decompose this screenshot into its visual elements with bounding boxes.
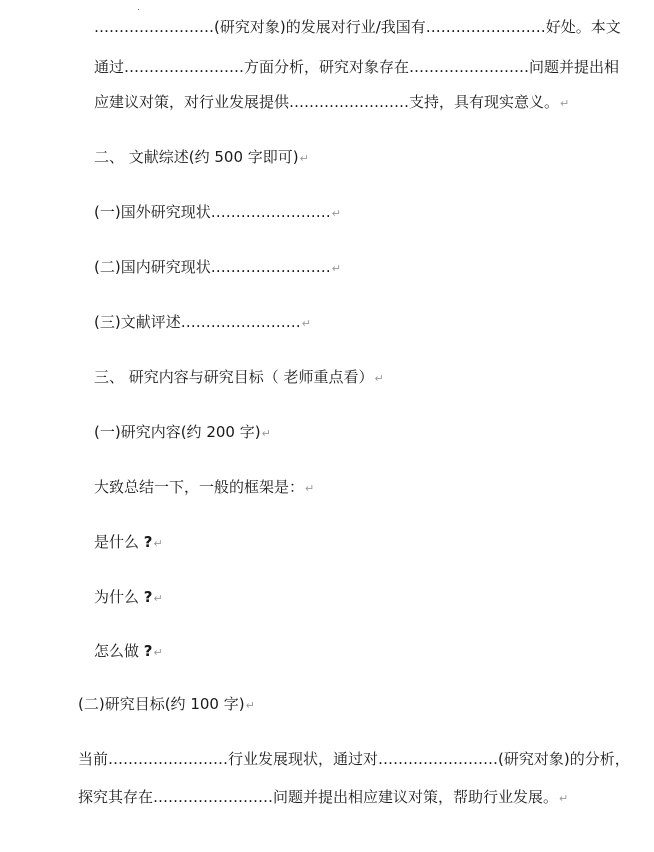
paragraph-mark-icon: ↵	[153, 646, 163, 659]
section-2-item-2-text: (二)国内研究现状……………………	[94, 258, 331, 276]
paragraph-mark-icon: ↵	[153, 537, 163, 550]
intro-line-1	[94, 17, 621, 37]
paragraph-mark-icon: ↵	[331, 207, 341, 220]
question-what-text: 是什么	[94, 533, 140, 551]
intro-text-3: 应建议对策，对行业发展提供……………………支持，具有现实意义。	[94, 93, 560, 111]
question-what	[94, 532, 163, 554]
question-how-text: 怎么做	[94, 642, 140, 660]
stray-dot	[138, 9, 139, 10]
question-how	[94, 641, 163, 663]
section-3-item-2	[78, 694, 255, 716]
section-2-heading	[94, 147, 309, 169]
question-mark: ?	[143, 533, 153, 551]
intro-line-2	[94, 57, 619, 77]
section-2-item-3	[94, 312, 311, 334]
question-mark: ?	[143, 588, 153, 606]
section-2-item-3-text: (三)文献评述……………………	[94, 313, 301, 331]
paragraph-mark-icon: ↵	[261, 427, 271, 440]
section-3-item-2-text: (二)研究目标(约 100 字)	[78, 695, 245, 713]
section-3-heading-text: 三、 研究内容与研究目标（ 老师重点看）	[94, 368, 374, 386]
closing-line-2	[78, 787, 568, 809]
intro-line-3	[94, 92, 569, 114]
framework-summary-text: 大致总结一下，一般的框架是：	[94, 478, 305, 496]
question-mark: ?	[143, 642, 153, 660]
paragraph-mark-icon: ↵	[245, 699, 255, 712]
paragraph-mark-icon: ↵	[305, 482, 315, 495]
closing-text-1: 当前……………………行业发展现状，通过对……………………(研究对象)的分析，	[78, 750, 630, 768]
section-3-item-1	[94, 422, 271, 444]
section-2-item-1-text: (一)国外研究现状……………………	[94, 203, 331, 221]
closing-line-1	[78, 749, 630, 769]
closing-text-2: 探究其存在……………………问题并提出相应建议对策，帮助行业发展。	[78, 788, 559, 806]
section-2-item-1	[94, 202, 341, 224]
intro-text-1: ……………………(研究对象)的发展对行业/我国有……………………好处。本文	[94, 18, 621, 36]
paragraph-mark-icon: ↵	[331, 262, 341, 275]
question-why-text: 为什么	[94, 588, 140, 606]
intro-text-2: 通过……………………方面分析，研究对象存在……………………问题并提出相	[94, 58, 620, 76]
question-why	[94, 587, 163, 609]
paragraph-mark-icon: ↵	[299, 152, 309, 165]
section-2-heading-text: 二、 文献综述(约 500 字即可)	[94, 148, 299, 166]
paragraph-mark-icon: ↵	[560, 97, 570, 110]
section-3-item-1-text: (一)研究内容(约 200 字)	[94, 423, 261, 441]
section-2-item-2	[94, 257, 341, 279]
paragraph-mark-icon: ↵	[374, 372, 384, 385]
framework-summary	[94, 477, 314, 499]
paragraph-mark-icon: ↵	[559, 792, 569, 805]
paragraph-mark-icon: ↵	[153, 592, 163, 605]
paragraph-mark-icon: ↵	[301, 317, 311, 330]
section-3-heading	[94, 367, 384, 389]
